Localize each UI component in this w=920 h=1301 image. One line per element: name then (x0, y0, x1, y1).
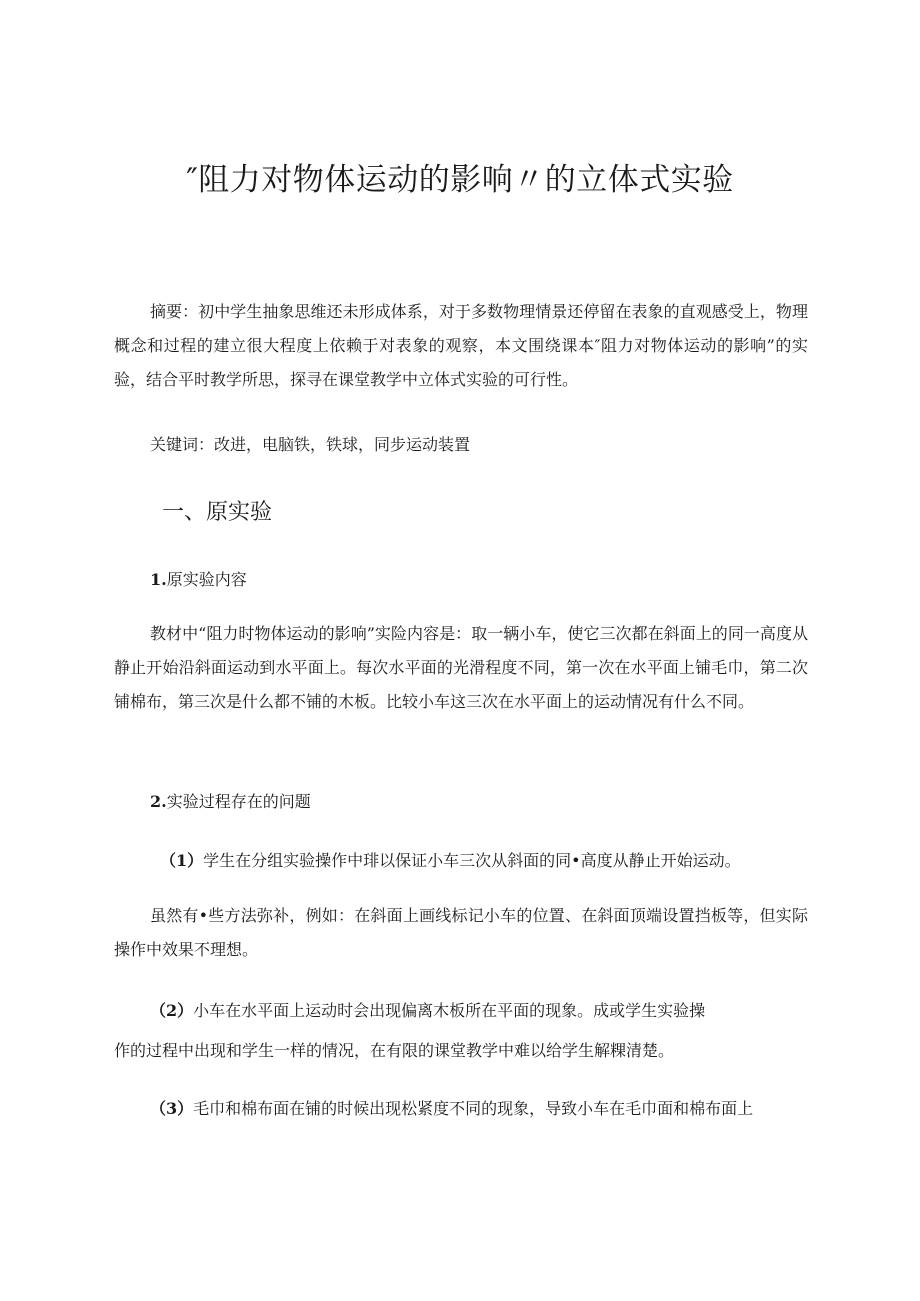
subsection-heading-content (150, 563, 247, 597)
subsection-label: 实验过程存在的问题 (166, 792, 311, 811)
item-number: （3） (150, 1099, 194, 1118)
keywords-paragraph: 关键词：改进，电脑铁，铁球，同步运动装置 (150, 435, 471, 454)
subsection-label: 原实验内容 (166, 570, 247, 589)
subsection-number: 1. (150, 570, 167, 589)
section-heading-original-experiment: 一、原实验 (162, 500, 273, 525)
item-text: 小车在水平面上运动时会出现偏离木板所在平面的现象。成或学生实验操 (193, 1001, 706, 1020)
experiment-content-paragraph: 教材中“阻力时物体运动的影响”实险内容是：取一辆小车，使它三次都在斜面上的同一高度从静止开始沿斜面运动到水平面上。每次水平面的光滑程度不同，第一次在水平面上铺毛巾，第二次铺棉布，第三次是什么都不铺的木板。比较小车这三次在水平面上的运动情况有什么不同。 (114, 624, 808, 711)
item-text: 学生在分组实验操作中琲以保证小车三次从斜面的同•高度从静止开始运动。 (203, 851, 741, 870)
item-number: （1） (160, 851, 204, 870)
subsection-number: 2. (150, 792, 167, 811)
item-number: （2） (150, 1001, 194, 1020)
problem-item-3 (150, 1092, 753, 1126)
problem-item-2-line-1 (150, 994, 705, 1028)
problem-item-2-line-2: 作的过程中出现和学生一样的情况，在有限的课堂教学中难以给学生解粿清楚。 (114, 1041, 675, 1060)
subsection-heading-problems (150, 785, 311, 819)
abstract-paragraph: 摘要：初中学生抽象思维还未形成体系，对于多数物理情景还停留在表象的直观感受上，物理概念和过程的建立很大程度上依赖于对表象的观察，本文围绕课本″阻力对物体运动的影响”的实验，结合平时教学所思，探寻在课堂教学中立体式实验的可行性。 (114, 302, 808, 389)
item-text: 毛巾和棉布面在铺的时候出现松紧度不同的现象，导致小车在毛巾面和棉布面上 (193, 1099, 754, 1118)
document-title: ″阻力对物体运动的影响〃的立体式实验 (186, 162, 734, 198)
problem-item-1-note: 虽然有•些方法弥补，例如：在斜面上画线标记小车的位置、在斜面顶端设置挡板等，但实际操作中效果不理想。 (114, 906, 808, 959)
problem-item-1 (160, 844, 741, 878)
